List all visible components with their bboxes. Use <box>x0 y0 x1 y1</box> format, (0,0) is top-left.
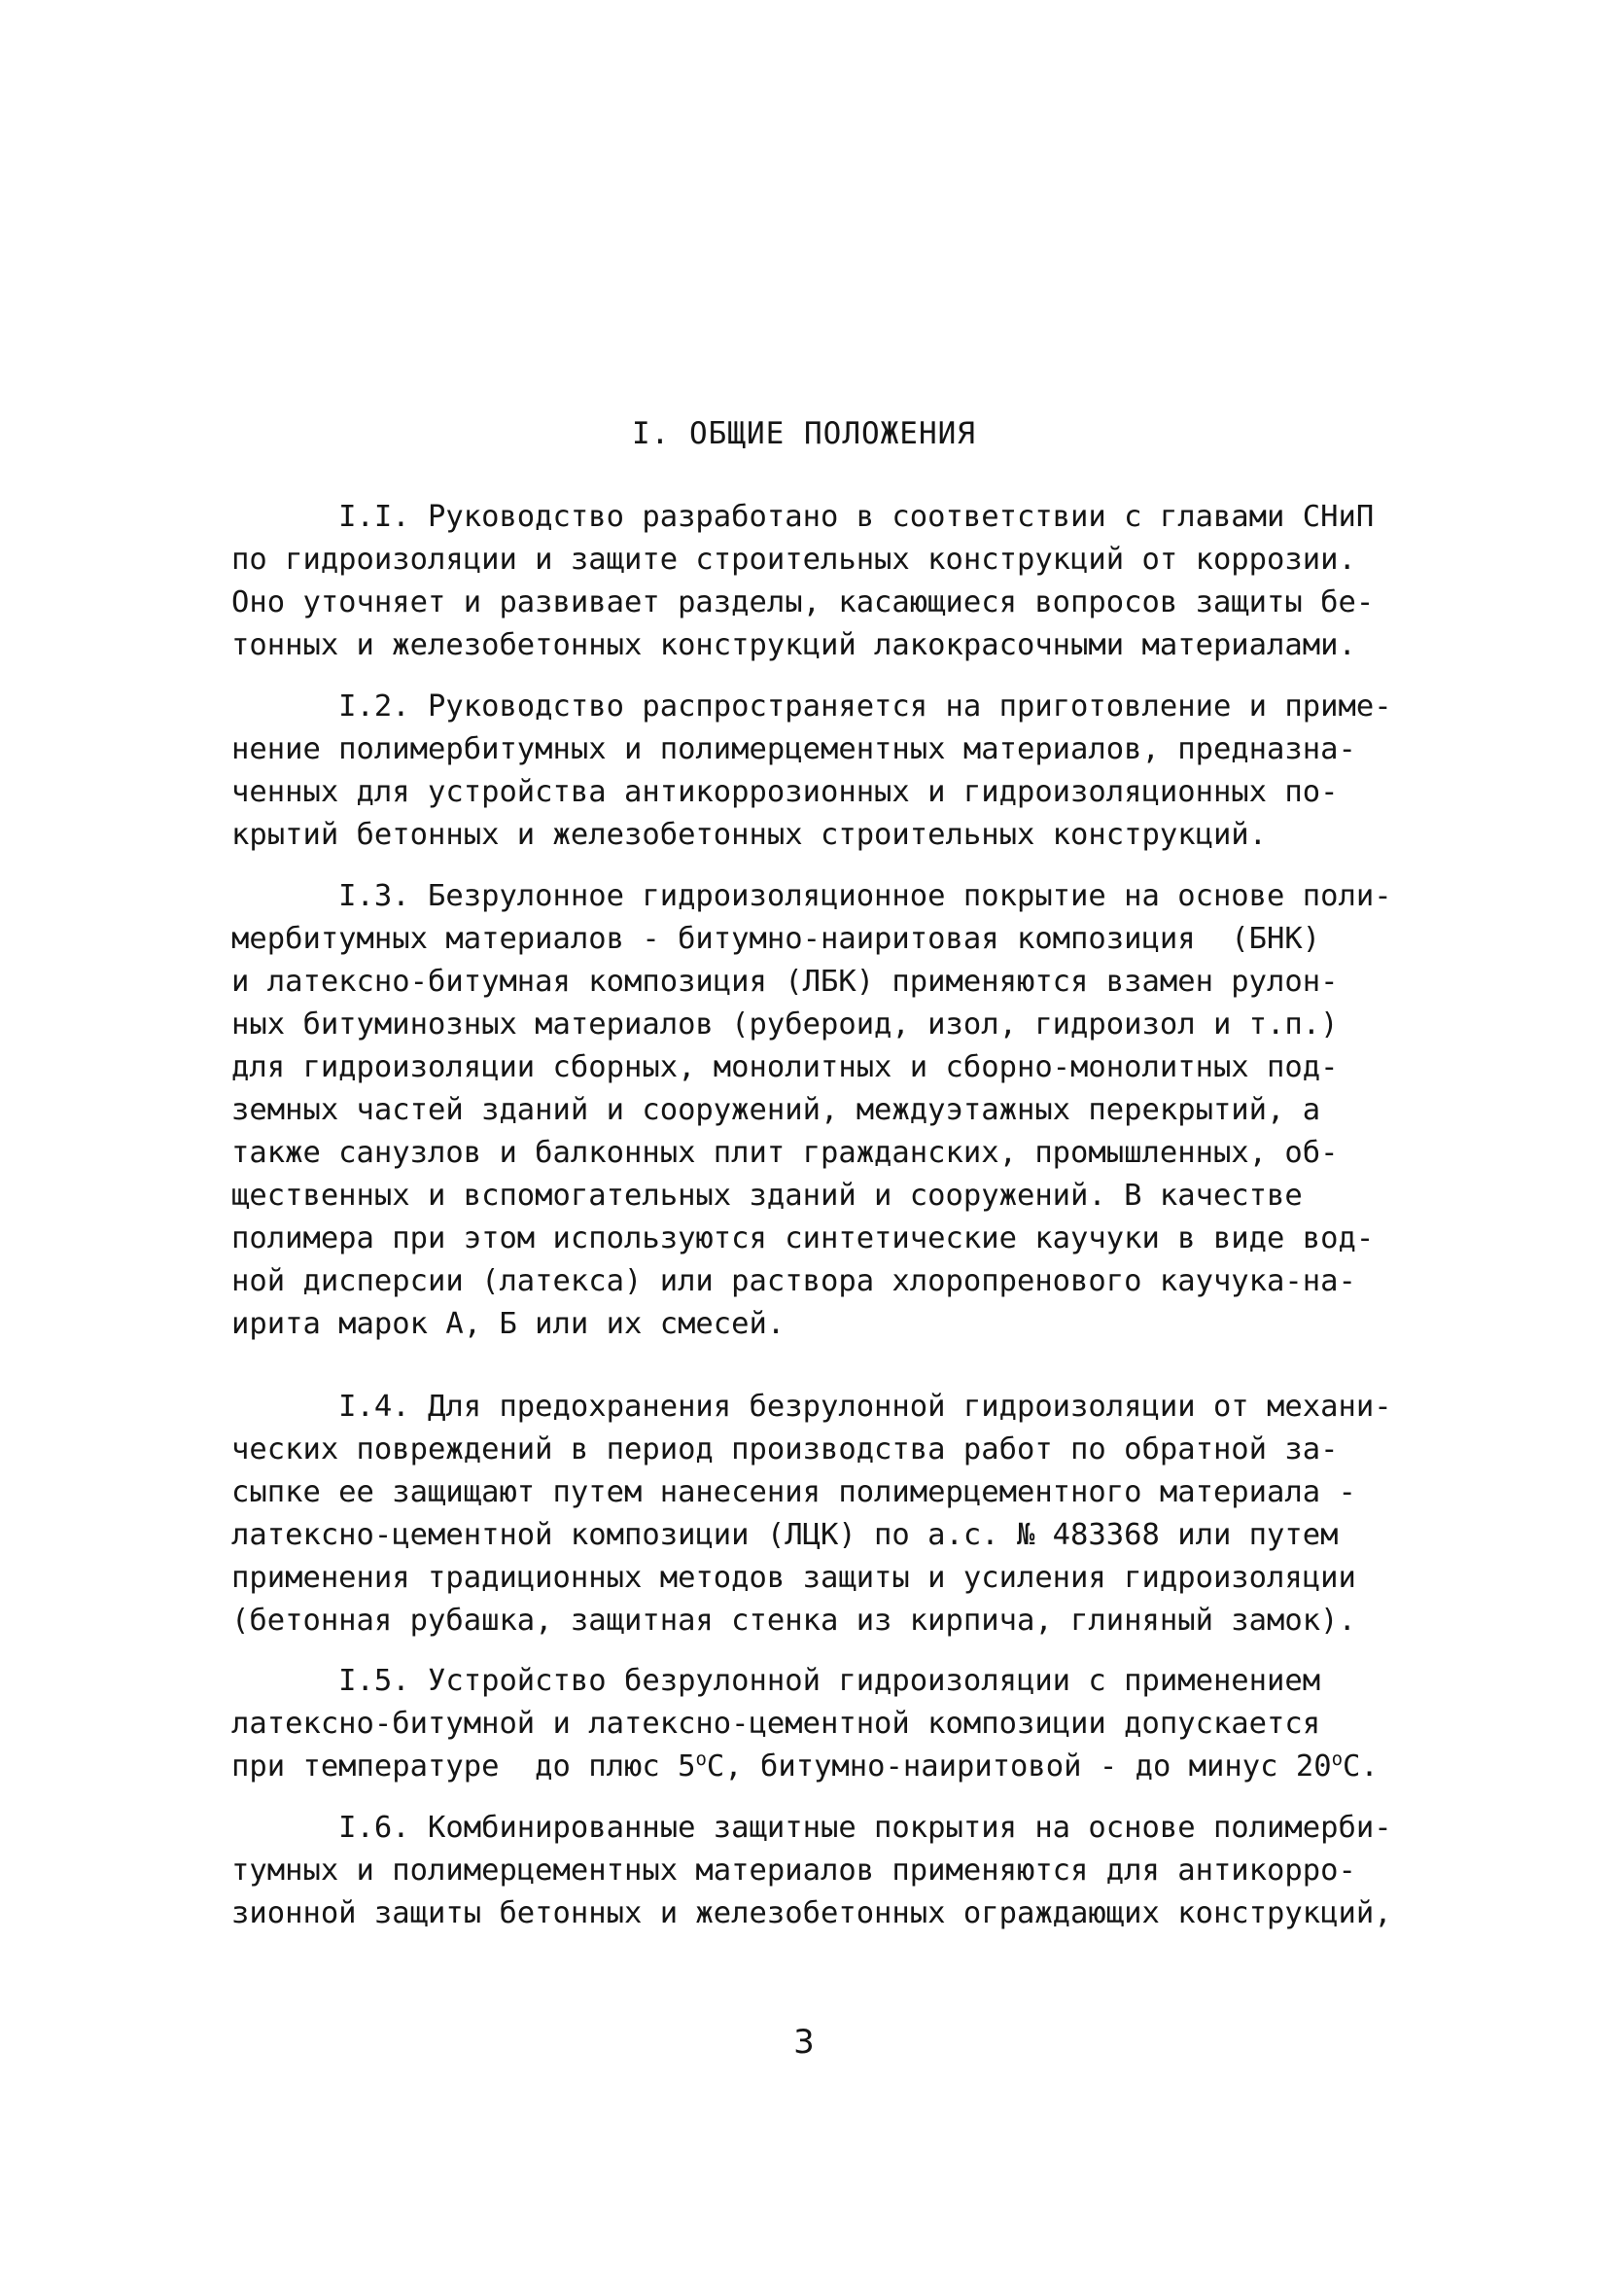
paragraph-line: земных частей зданий и сооружений, междуэтажных перекрытий, а <box>231 1093 1321 1127</box>
paragraph-line: ческих повреждений в период производства работ по обратной за- <box>231 1432 1339 1466</box>
paragraph-line: латексно-битумной и латексно-цементной композиции допускается <box>231 1707 1321 1741</box>
paragraph-line: нение полимербитумных и полимерцементных материалов, предназна- <box>231 732 1356 766</box>
temperature-text-3: С. <box>1343 1749 1379 1784</box>
paragraph-line: зионной защиты бетонных и железобетонных ограждающих конструкций, <box>231 1896 1392 1930</box>
paragraph-line: тумных и полимерцементных материалов применяются для антикорро- <box>231 1854 1356 1888</box>
degree-superscript-2: о <box>1331 1748 1344 1770</box>
degree-superscript-1: о <box>695 1748 707 1770</box>
paragraph-1-2 <box>231 686 1398 857</box>
paragraph-line: Оно уточняет и развивает разделы, касающиеся вопросов защиты бе- <box>231 585 1375 619</box>
page-number: 3 <box>793 2023 815 2062</box>
paragraph-line: применения традиционных методов защиты и усиления гидроизоляции <box>231 1561 1356 1595</box>
temperature-text-1: при температуре до плюс 5 <box>231 1749 696 1784</box>
paragraph-line: тонных и железобетонных конструкций лакокрасочными материалами. <box>231 628 1356 662</box>
paragraph-line: I.2. Руководство распространяется на приготовление и приме- <box>231 689 1392 724</box>
paragraph-line: также санузлов и балконных плит гражданских, промышленных, об- <box>231 1136 1339 1170</box>
paragraph-line: крытий бетонных и железобетонных строительных конструкций. <box>231 818 1268 852</box>
paragraph-1-5 <box>231 1660 1398 1788</box>
paragraph-1-3 <box>231 875 1398 1346</box>
paragraph-1-4 <box>231 1386 1398 1643</box>
temperature-text-2: С, битумно-наиритовой - до минус 20 <box>706 1749 1332 1784</box>
section-heading: I. ОБЩИЕ ПОЛОЖЕНИЯ <box>632 416 976 451</box>
paragraph-line: I.3. Безрулонное гидроизоляционное покрытие на основе поли- <box>231 879 1392 913</box>
paragraph-line: и латексно-битумная композиция (ЛБК) применяются взамен рулон- <box>231 965 1339 999</box>
paragraph-line: I.5. Устройство безрулонной гидроизоляции с применением <box>231 1664 1321 1698</box>
paragraph-line: I.I. Руководство разработано в соответствии с главами СНиП <box>231 500 1375 534</box>
paragraph-line: ирита марок А, Б или их смесей. <box>231 1307 786 1341</box>
paragraph-line: ных битуминозных материалов (рубероид, изол, гидроизол и т.п.) <box>231 1007 1339 1042</box>
paragraph-line: ной дисперсии (латекса) или раствора хлоропренового каучука-на- <box>231 1264 1356 1298</box>
paragraph-line: ченных для устройства антикоррозионных и гидроизоляционных по- <box>231 775 1339 809</box>
paragraph-line: I.4. Для предохранения безрулонной гидроизоляции от механи- <box>231 1390 1392 1424</box>
paragraph-1-6 <box>231 1807 1398 1935</box>
paragraph-line: латексно-цементной композиции (ЛЦК) по а.с. № 483368 или путем <box>231 1518 1339 1552</box>
paragraph-1-1 <box>231 496 1398 667</box>
paragraph-line: мербитумных материалов - битумно-наиритовая композиция (БНК) <box>231 922 1321 956</box>
paragraph-line: для гидроизоляции сборных, монолитных и сборно-монолитных под- <box>231 1050 1339 1084</box>
paragraph-line: щественных и вспомогательных зданий и сооружений. В качестве <box>231 1179 1303 1213</box>
paragraph-line: I.6. Комбинированные защитные покрытия на основе полимерби- <box>231 1811 1392 1845</box>
paragraph-line: по гидроизоляции и защите строительных конструкций от коррозии. <box>231 543 1356 577</box>
temperature-line <box>231 1746 1398 1788</box>
paragraph-line: сыпке ее защищают путем нанесения полимерцементного материала - <box>231 1475 1356 1509</box>
paragraph-line: (бетонная рубашка, защитная стенка из кирпича, глиняный замок). <box>231 1604 1356 1638</box>
paragraph-line: полимера при этом используются синтетические каучуки в виде вод- <box>231 1221 1375 1255</box>
